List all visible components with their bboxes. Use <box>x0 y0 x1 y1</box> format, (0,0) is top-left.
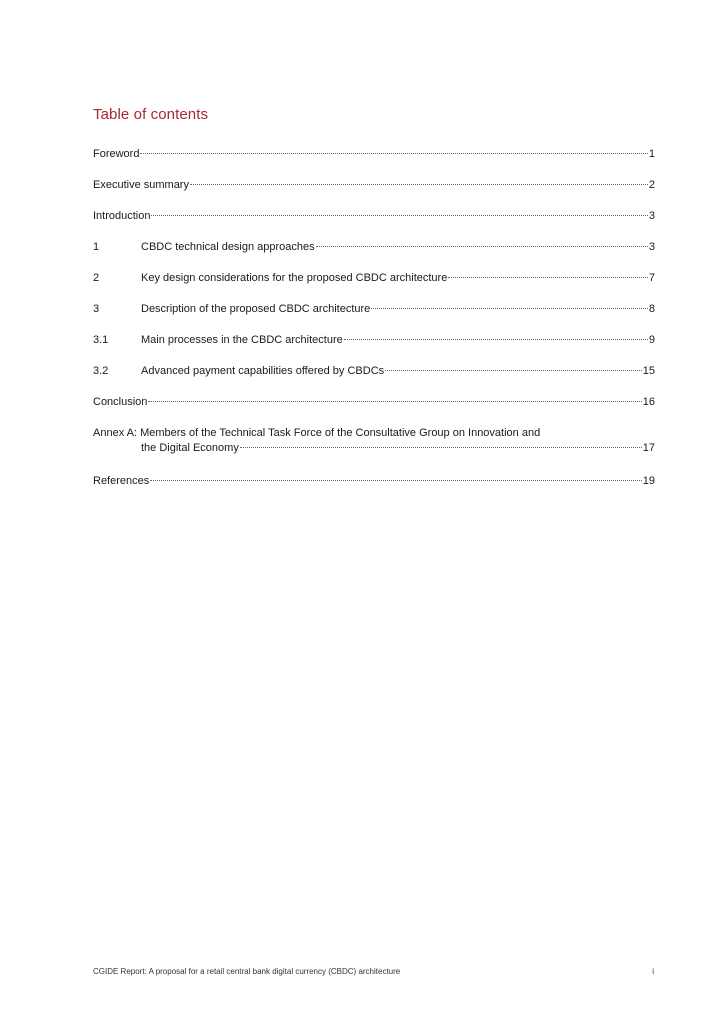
toc-entry-text: Conclusion <box>93 396 148 408</box>
toc-entry-introduction[interactable] <box>93 209 655 223</box>
toc-entry-number: 3 <box>93 303 100 315</box>
toc-entry-number: 3.2 <box>93 365 109 377</box>
toc-entry-text: Description of the proposed CBDC architecture <box>141 303 371 315</box>
toc-entry-section-3[interactable] <box>93 302 655 316</box>
toc-entry-section-3-2[interactable] <box>93 364 655 378</box>
dot-leader <box>385 370 642 371</box>
dot-leader <box>371 308 648 309</box>
toc-entry-conclusion[interactable] <box>93 395 655 409</box>
toc-entry-page: 7 <box>648 272 655 284</box>
table-of-contents <box>93 147 655 505</box>
toc-entry-number: 2 <box>93 272 100 284</box>
dot-leader <box>240 447 642 448</box>
toc-entry-section-2[interactable] <box>93 271 655 285</box>
toc-entry-references[interactable] <box>93 474 655 488</box>
toc-entry-page: 19 <box>642 475 655 487</box>
toc-entry-page: 17 <box>642 442 655 454</box>
toc-entry-text-line1: Annex A: Members of the Technical Task Force of the Consultative Group on Innovation and <box>93 427 541 439</box>
toc-entry-section-1[interactable] <box>93 240 655 254</box>
toc-entry-page: 9 <box>648 334 655 346</box>
toc-entry-text: Main processes in the CBDC architecture <box>141 334 343 346</box>
toc-entry-page: 16 <box>642 396 655 408</box>
toc-entry-page: 15 <box>642 365 655 377</box>
toc-entry-annex-a[interactable] <box>93 426 655 456</box>
toc-entry-page: 3 <box>648 241 655 253</box>
dot-leader <box>148 401 641 402</box>
dot-leader <box>316 246 648 247</box>
toc-entry-text: Key design considerations for the proposed CBDC architecture <box>141 272 448 284</box>
toc-entry-text: Foreword <box>93 148 140 160</box>
dot-leader <box>151 215 647 216</box>
dot-leader <box>190 184 648 185</box>
dot-leader <box>448 277 648 278</box>
toc-entry-section-3-1[interactable] <box>93 333 655 347</box>
toc-entry-page: 1 <box>648 148 655 160</box>
toc-entry-page: 2 <box>648 179 655 191</box>
toc-entry-text: Advanced payment capabilities offered by CBDCs <box>141 365 385 377</box>
toc-entry-number: 1 <box>93 241 100 253</box>
page-title: Table of contents <box>93 106 209 123</box>
footer-title: CGIDE Report: A proposal for a retail central bank digital currency (CBDC) architecture <box>93 967 401 976</box>
toc-entry-text: Introduction <box>93 210 151 222</box>
toc-entry-foreword[interactable] <box>93 147 655 161</box>
toc-entry-number: 3.1 <box>93 334 109 346</box>
toc-entry-text-line2: the Digital Economy <box>141 442 239 454</box>
toc-entry-executive-summary[interactable] <box>93 178 655 192</box>
dot-leader <box>344 339 648 340</box>
footer-page-number: i <box>652 967 654 976</box>
toc-entry-page: 8 <box>648 303 655 315</box>
dot-leader <box>140 153 647 154</box>
dot-leader <box>150 480 641 481</box>
toc-entry-page: 3 <box>648 210 655 222</box>
toc-entry-text-line2-row <box>93 441 655 456</box>
toc-entry-text: CBDC technical design approaches <box>141 241 315 253</box>
toc-entry-text: Executive summary <box>93 179 189 191</box>
toc-entry-text: References <box>93 475 150 487</box>
